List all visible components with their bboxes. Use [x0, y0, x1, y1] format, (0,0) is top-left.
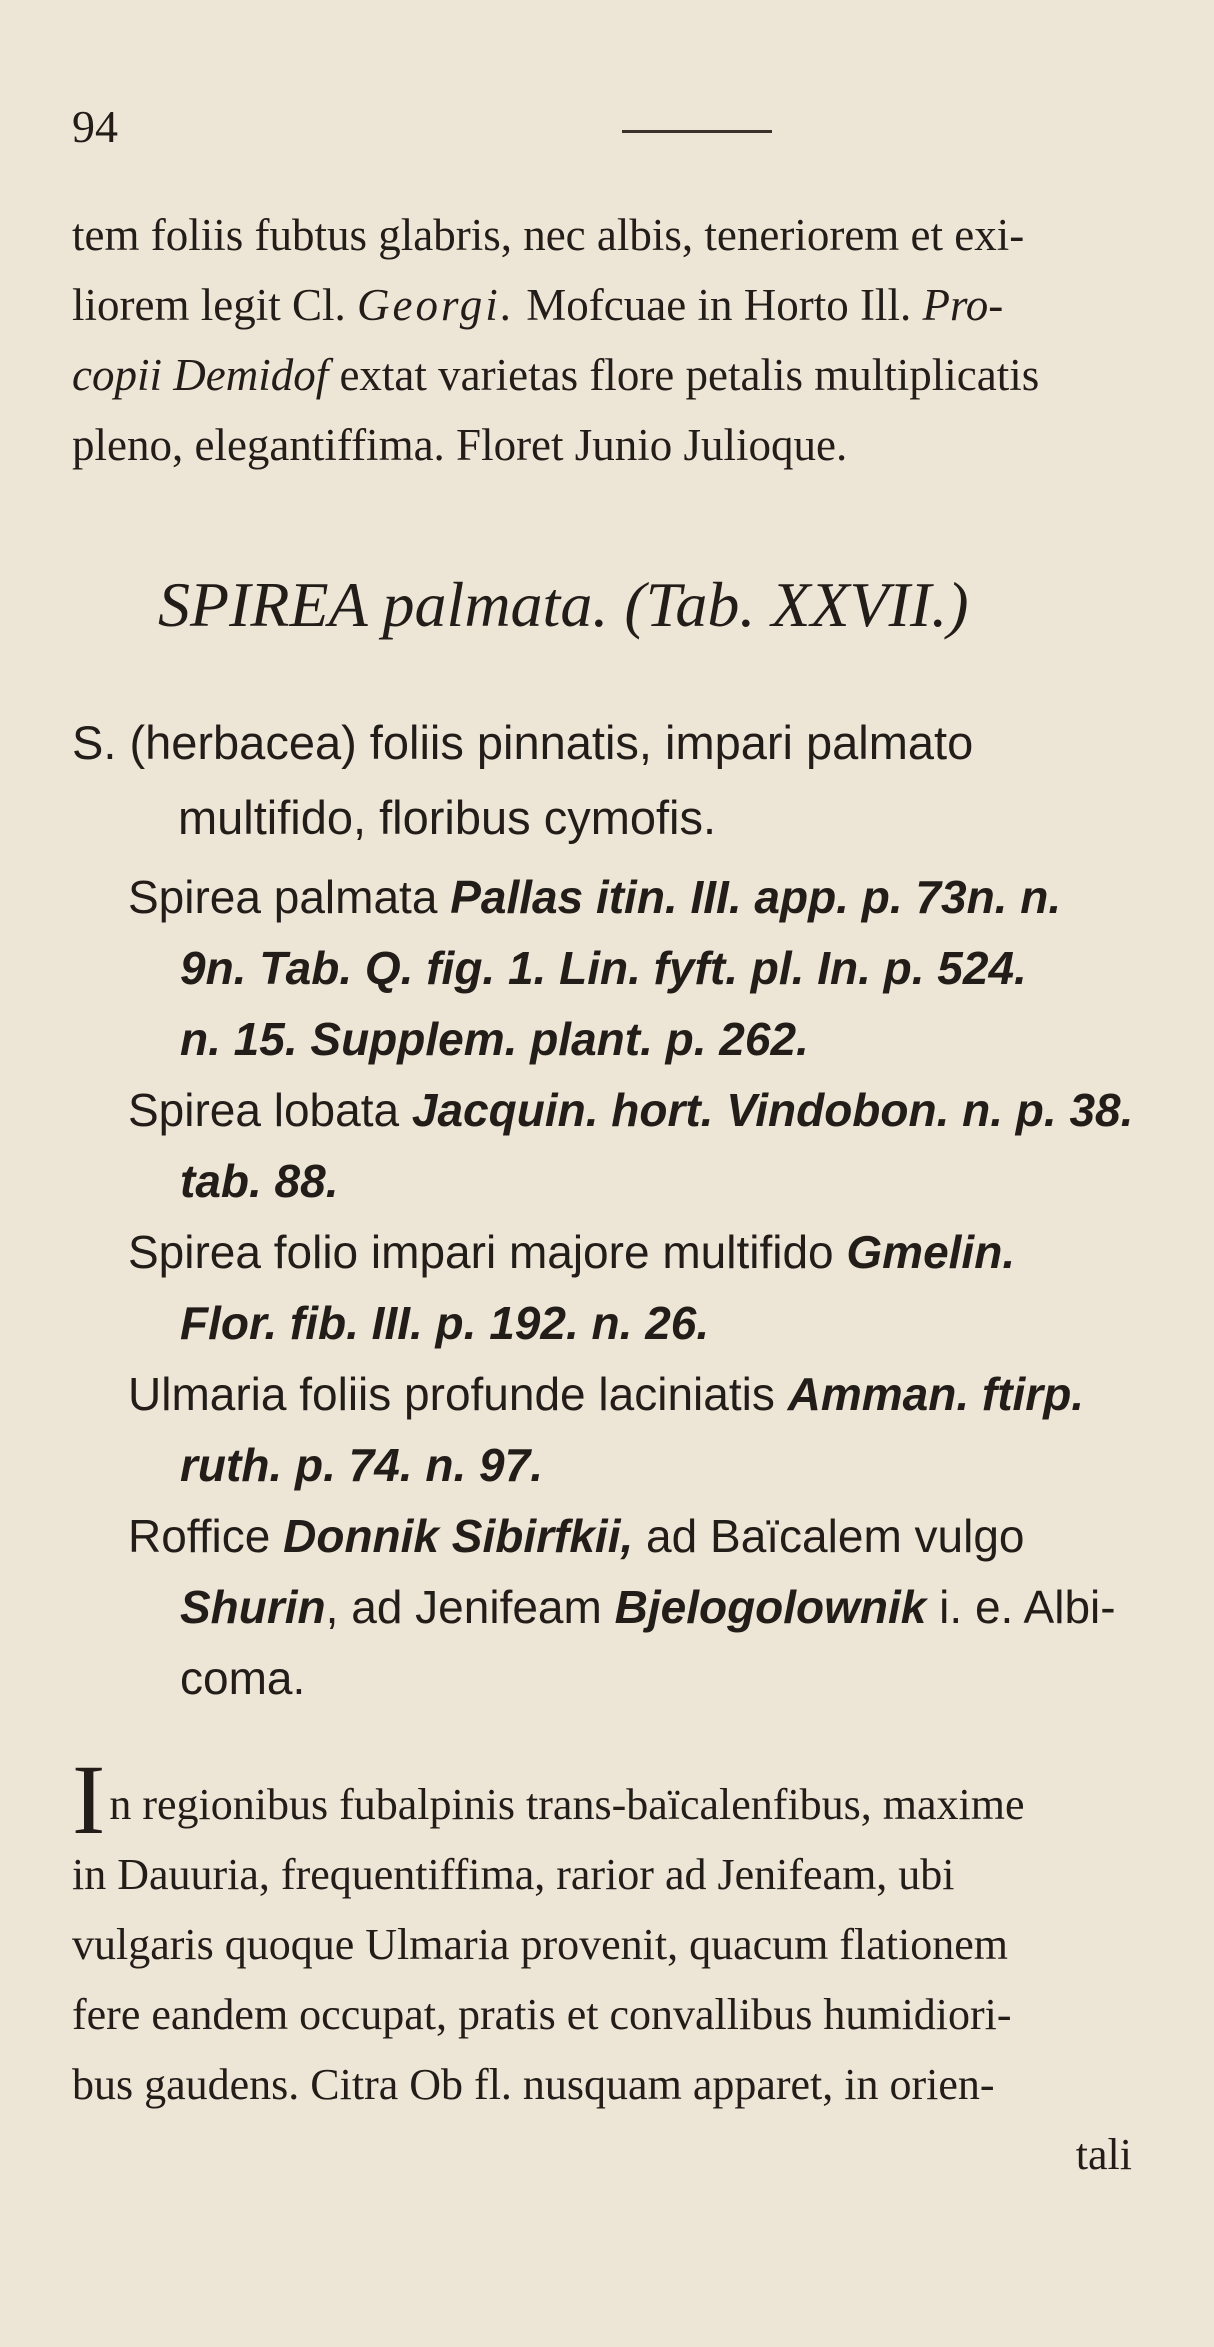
- text-span: tem foliis fubtus glabris, nec albis, teneriorem et exi-: [72, 210, 1025, 260]
- text-span: Spirea palmata: [128, 871, 451, 923]
- synonym-continuation: [128, 1572, 1188, 1643]
- text-line: [72, 410, 1172, 480]
- habitat-paragraph: [72, 1744, 1172, 2190]
- person-name: copii Demidof: [72, 350, 329, 400]
- text-span: multifido, floribus cymofis.: [178, 791, 717, 844]
- synonym-continuation: [128, 1643, 1188, 1714]
- text-span: Roffice: [128, 1510, 284, 1562]
- text-span: Spirea lobata: [128, 1084, 412, 1136]
- text-span: in Dauuria, frequentiffima, rarior ad Jenifeam, ubi: [72, 1850, 955, 1899]
- citation: Jacquin. hort. Vindobon. n. p. 38.: [411, 1084, 1134, 1136]
- text-line: [72, 340, 1172, 410]
- text-span: S. (herbacea) foliis pinnatis, impari palmato: [72, 716, 974, 769]
- text-span: n regionibus fubalpinis trans-baïcalenfibus, maxime: [109, 1780, 1025, 1829]
- text-line: [72, 1980, 1172, 2050]
- text-line: [72, 1744, 1172, 1855]
- citation: n. 15. Supplem. plant. p. 262.: [180, 1013, 809, 1065]
- species-definition: [72, 705, 1172, 855]
- text-line: [72, 200, 1172, 270]
- intro-paragraph: [72, 200, 1172, 480]
- person-name: Pro-: [922, 280, 1004, 330]
- synonym-continuation: [128, 1288, 1188, 1359]
- text-line: [72, 1840, 1172, 1910]
- text-span: fere eandem occupat, pratis et convallibus humidiori-: [72, 1990, 1012, 2039]
- species-heading: SPIREA palmata. (Tab. XXVII.): [158, 569, 969, 640]
- catchword-text: tali: [1075, 2130, 1132, 2179]
- text-span: ad Baïcalem vulgo: [633, 1510, 1025, 1562]
- synonym-continuation: [128, 1430, 1188, 1501]
- synonym-continuation: [128, 1004, 1188, 1075]
- text-span: coma.: [180, 1652, 306, 1704]
- synonym-entry: [128, 1501, 1188, 1572]
- citation: tab. 88.: [180, 1155, 339, 1207]
- citation: Pallas itin. III. app. p. 73n. n.: [450, 871, 1062, 923]
- text-span: Spirea folio impari majore multifido: [128, 1226, 847, 1278]
- text-span: extat varietas flore petalis multiplicatis: [328, 350, 1040, 400]
- text-span: liorem legit Cl.: [72, 280, 357, 330]
- text-span: , ad Jenifeam: [325, 1581, 615, 1633]
- citation: 9n. Tab. Q. fig. 1. Lin. fyft. pl. In. p. 524.: [180, 942, 1027, 994]
- citation: ruth. p. 74. n. 97.: [180, 1439, 543, 1491]
- vernacular-name: Donnik Sibirfkii,: [283, 1510, 634, 1562]
- synonym-entry: [128, 862, 1188, 933]
- text-span: Mofcuae in Horto Ill.: [515, 280, 923, 330]
- page-number: 94: [72, 101, 118, 152]
- text-span: i. e. Albi-: [926, 1581, 1116, 1633]
- vernacular-name: Bjelogolownik: [614, 1581, 927, 1633]
- text-line: [72, 2050, 1172, 2120]
- synonymy-list: [128, 862, 1188, 1714]
- vernacular-name: Shurin: [180, 1581, 326, 1633]
- synonym-continuation: [128, 933, 1188, 1004]
- synonym-continuation: [128, 1146, 1188, 1217]
- author-name: Georgi.: [356, 280, 516, 330]
- page-header: [72, 100, 1142, 160]
- synonym-entry: [128, 1359, 1188, 1430]
- text-span: bus gaudens. Citra Ob fl. nusquam apparet, in orien-: [72, 2060, 995, 2109]
- drop-cap: I: [72, 1744, 106, 1855]
- text-span: pleno, elegantiffima. Floret Junio Julioque.: [72, 420, 848, 470]
- text-line: [72, 1910, 1172, 1980]
- citation: Gmelin.: [846, 1226, 1016, 1278]
- citation: Amman. ftirp.: [787, 1368, 1085, 1420]
- synonym-entry: [128, 1217, 1188, 1288]
- synonym-entry: [128, 1075, 1188, 1146]
- header-rule: [622, 130, 772, 133]
- citation: Flor. fib. III. p. 192. n. 26.: [180, 1297, 710, 1349]
- text-line: [72, 780, 1172, 855]
- catchword: [72, 2120, 1172, 2190]
- text-line: [72, 270, 1172, 340]
- text-span: vulgaris quoque Ulmaria provenit, quacum flationem: [72, 1920, 1008, 1969]
- text-line: [72, 705, 1172, 780]
- text-span: Ulmaria foliis profunde laciniatis: [128, 1368, 788, 1420]
